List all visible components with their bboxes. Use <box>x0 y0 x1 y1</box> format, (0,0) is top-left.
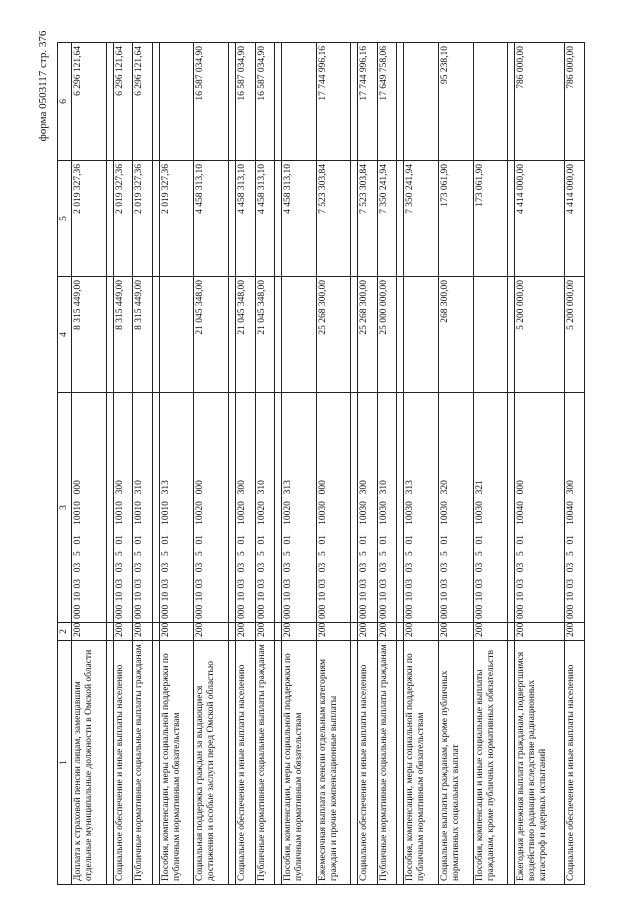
row-line-code: 200 <box>159 623 194 641</box>
row-approved: 21 045 348,00 <box>255 277 274 393</box>
row-approved: 21 045 348,00 <box>236 277 255 393</box>
row-line-code: 200 <box>236 623 255 641</box>
row-approved: 21 045 348,00 <box>194 277 229 393</box>
form-number-note <box>28 16 58 156</box>
row-unexecuted: 17 744 996,16 <box>358 43 377 161</box>
row-approved: 8 315 449,00 <box>133 277 152 393</box>
row-budget-code: 000 10 03 03 5 01 10040 300 <box>565 393 585 623</box>
table-row <box>515 43 565 885</box>
row-executed: 173 061,90 <box>439 161 474 277</box>
col-header-3: 3 <box>58 393 72 623</box>
row-executed: 4 414 000,00 <box>515 161 565 277</box>
row-executed: 4 458 313,10 <box>236 161 255 277</box>
row-name: Социальное обеспечение и иные выплаты населению <box>113 641 132 885</box>
row-line-code: 200 <box>515 623 565 641</box>
row-separator <box>106 43 113 885</box>
row-line-code: 200 <box>255 623 274 641</box>
row-budget-code: 000 10 03 03 5 01 10030 310 <box>377 393 396 623</box>
table-row <box>255 43 274 885</box>
row-line-code: 200 <box>439 623 474 641</box>
row-line-code: 200 <box>194 623 229 641</box>
table-row <box>404 43 439 885</box>
row-separator <box>229 43 236 885</box>
table-row <box>159 43 194 885</box>
row-approved: 25 268 300,00 <box>358 277 377 393</box>
row-executed: 2 019 327,36 <box>113 161 132 277</box>
row-executed: 2 019 327,36 <box>133 161 152 277</box>
row-unexecuted: 6 296 121,64 <box>133 43 152 161</box>
table-row <box>72 43 107 885</box>
row-budget-code: 000 10 03 03 5 01 10020 310 <box>255 393 274 623</box>
row-approved: 25 268 300,00 <box>316 277 351 393</box>
row-line-code: 200 <box>473 623 508 641</box>
row-executed: 173 061,90 <box>473 161 508 277</box>
row-executed: 4 458 313,10 <box>255 161 274 277</box>
rotated-page <box>57 43 585 885</box>
row-name: Социальное обеспечение и иные выплаты населению <box>236 641 255 885</box>
row-budget-code: 000 10 03 03 5 01 10030 000 <box>316 393 351 623</box>
row-unexecuted: 17 649 758,06 <box>377 43 396 161</box>
row-budget-code: 000 10 03 03 5 01 10040 000 <box>515 393 565 623</box>
row-approved <box>281 277 316 393</box>
row-budget-code: 000 10 03 03 5 01 10020 313 <box>281 393 316 623</box>
row-executed: 7 350 241,94 <box>377 161 396 277</box>
row-name: Ежемесячная выплата к пенсии отдельным категориям граждан и прочие компенсационные выплаты <box>316 641 351 885</box>
row-approved <box>159 277 194 393</box>
row-executed: 2 019 327,36 <box>72 161 107 277</box>
column-number-row <box>58 43 72 885</box>
col-header-1: 1 <box>58 641 72 885</box>
row-unexecuted <box>281 43 316 161</box>
row-budget-code: 000 10 03 03 5 01 10030 321 <box>473 393 508 623</box>
row-approved: 8 315 449,00 <box>72 277 107 393</box>
row-name: Пособия, компенсации и иные социальные выплаты гражданам, кроме публичных нормативных обязательств <box>473 641 508 885</box>
row-line-code: 200 <box>358 623 377 641</box>
row-name: Публичные нормативные социальные выплаты гражданам <box>133 641 152 885</box>
row-approved <box>404 277 439 393</box>
table-row <box>565 43 585 885</box>
row-unexecuted <box>473 43 508 161</box>
form-number-text: форма 0503117 стр. 376 <box>37 30 49 142</box>
row-executed: 7 523 303,84 <box>358 161 377 277</box>
col-header-2: 2 <box>58 623 72 641</box>
row-unexecuted: 786 000,00 <box>565 43 585 161</box>
table-row <box>281 43 316 885</box>
row-unexecuted: 6 296 121,64 <box>72 43 107 161</box>
row-name: Социальное обеспечение и иные выплаты населению <box>565 641 585 885</box>
table-row <box>377 43 396 885</box>
row-approved: 5 200 000,00 <box>515 277 565 393</box>
row-approved: 5 200 000,00 <box>565 277 585 393</box>
table-row <box>358 43 377 885</box>
row-executed: 7 523 303,84 <box>316 161 351 277</box>
row-separator <box>274 43 281 885</box>
row-name: Ежегодная денежная выплата гражданам, подвергшимся воздействию радиации вследствие радиационных катастроф и ядерных испытаний <box>515 641 565 885</box>
row-approved: 25 000 000,00 <box>377 277 396 393</box>
row-line-code: 200 <box>565 623 585 641</box>
row-executed: 4 458 313,10 <box>194 161 229 277</box>
table-row <box>439 43 474 885</box>
row-name: Пособия, компенсации, меры социальной поддержки по публичным нормативным обязательствам <box>159 641 194 885</box>
row-unexecuted <box>159 43 194 161</box>
table-row <box>316 43 351 885</box>
row-budget-code: 000 10 03 03 5 01 10010 000 <box>72 393 107 623</box>
row-approved: 268 300,00 <box>439 277 474 393</box>
col-header-5: 5 <box>58 161 72 277</box>
row-name: Социальное обеспечение и иные выплаты населению <box>358 641 377 885</box>
row-budget-code: 000 10 03 03 5 01 10030 313 <box>404 393 439 623</box>
col-header-4: 4 <box>58 277 72 393</box>
row-unexecuted: 6 296 121,64 <box>113 43 132 161</box>
row-approved <box>473 277 508 393</box>
row-name: Пособия, компенсации, меры социальной поддержки по публичным нормативным обязательствам <box>404 641 439 885</box>
row-budget-code: 000 10 03 03 5 01 10020 300 <box>236 393 255 623</box>
row-unexecuted: 16 587 034,90 <box>194 43 229 161</box>
row-separator <box>397 43 404 885</box>
row-name: Социальная поддержка граждан за выдающиеся достижения и особые заслуги перед Омской областью <box>194 641 229 885</box>
row-executed: 4 414 000,00 <box>565 161 585 277</box>
row-budget-code: 000 10 03 03 5 01 10010 300 <box>113 393 132 623</box>
table-row <box>113 43 132 885</box>
table-row <box>236 43 255 885</box>
table-row <box>133 43 152 885</box>
table-row <box>194 43 229 885</box>
col-header-6: 6 <box>58 43 72 161</box>
row-name: Публичные нормативные социальные выплаты гражданам <box>255 641 274 885</box>
row-line-code: 200 <box>113 623 132 641</box>
row-line-code: 200 <box>316 623 351 641</box>
row-line-code: 200 <box>281 623 316 641</box>
table-row <box>473 43 508 885</box>
row-budget-code: 000 10 03 03 5 01 10020 000 <box>194 393 229 623</box>
row-name: Доплата к страховой пенсии лицам, замещавшим отдельные муниципальные должности в Омской области <box>72 641 107 885</box>
row-unexecuted: 17 744 996,16 <box>316 43 351 161</box>
row-separator <box>508 43 515 885</box>
row-line-code: 200 <box>377 623 396 641</box>
row-approved: 8 315 449,00 <box>113 277 132 393</box>
row-unexecuted: 16 587 034,90 <box>255 43 274 161</box>
row-unexecuted: 95 238,10 <box>439 43 474 161</box>
row-budget-code: 000 10 03 03 5 01 10010 313 <box>159 393 194 623</box>
row-executed: 2 019 327,36 <box>159 161 194 277</box>
row-line-code: 200 <box>72 623 107 641</box>
row-budget-code: 000 10 03 03 5 01 10030 300 <box>358 393 377 623</box>
row-unexecuted <box>404 43 439 161</box>
row-unexecuted: 16 587 034,90 <box>236 43 255 161</box>
row-unexecuted: 786 000,00 <box>515 43 565 161</box>
row-line-code: 200 <box>133 623 152 641</box>
row-budget-code: 000 10 03 03 5 01 10030 320 <box>439 393 474 623</box>
row-executed: 7 350 241,94 <box>404 161 439 277</box>
row-separator <box>351 43 358 885</box>
row-name: Социальные выплаты гражданам, кроме публичных нормативных социальных выплат <box>439 641 474 885</box>
row-line-code: 200 <box>404 623 439 641</box>
row-budget-code: 000 10 03 03 5 01 10010 310 <box>133 393 152 623</box>
row-executed: 4 458 313,10 <box>281 161 316 277</box>
row-separator <box>152 43 159 885</box>
row-name: Пособия, компенсации, меры социальной поддержки по публичным нормативным обязательствам <box>281 641 316 885</box>
expenditure-table <box>57 42 585 885</box>
row-name: Публичные нормативные социальные выплаты гражданам <box>377 641 396 885</box>
